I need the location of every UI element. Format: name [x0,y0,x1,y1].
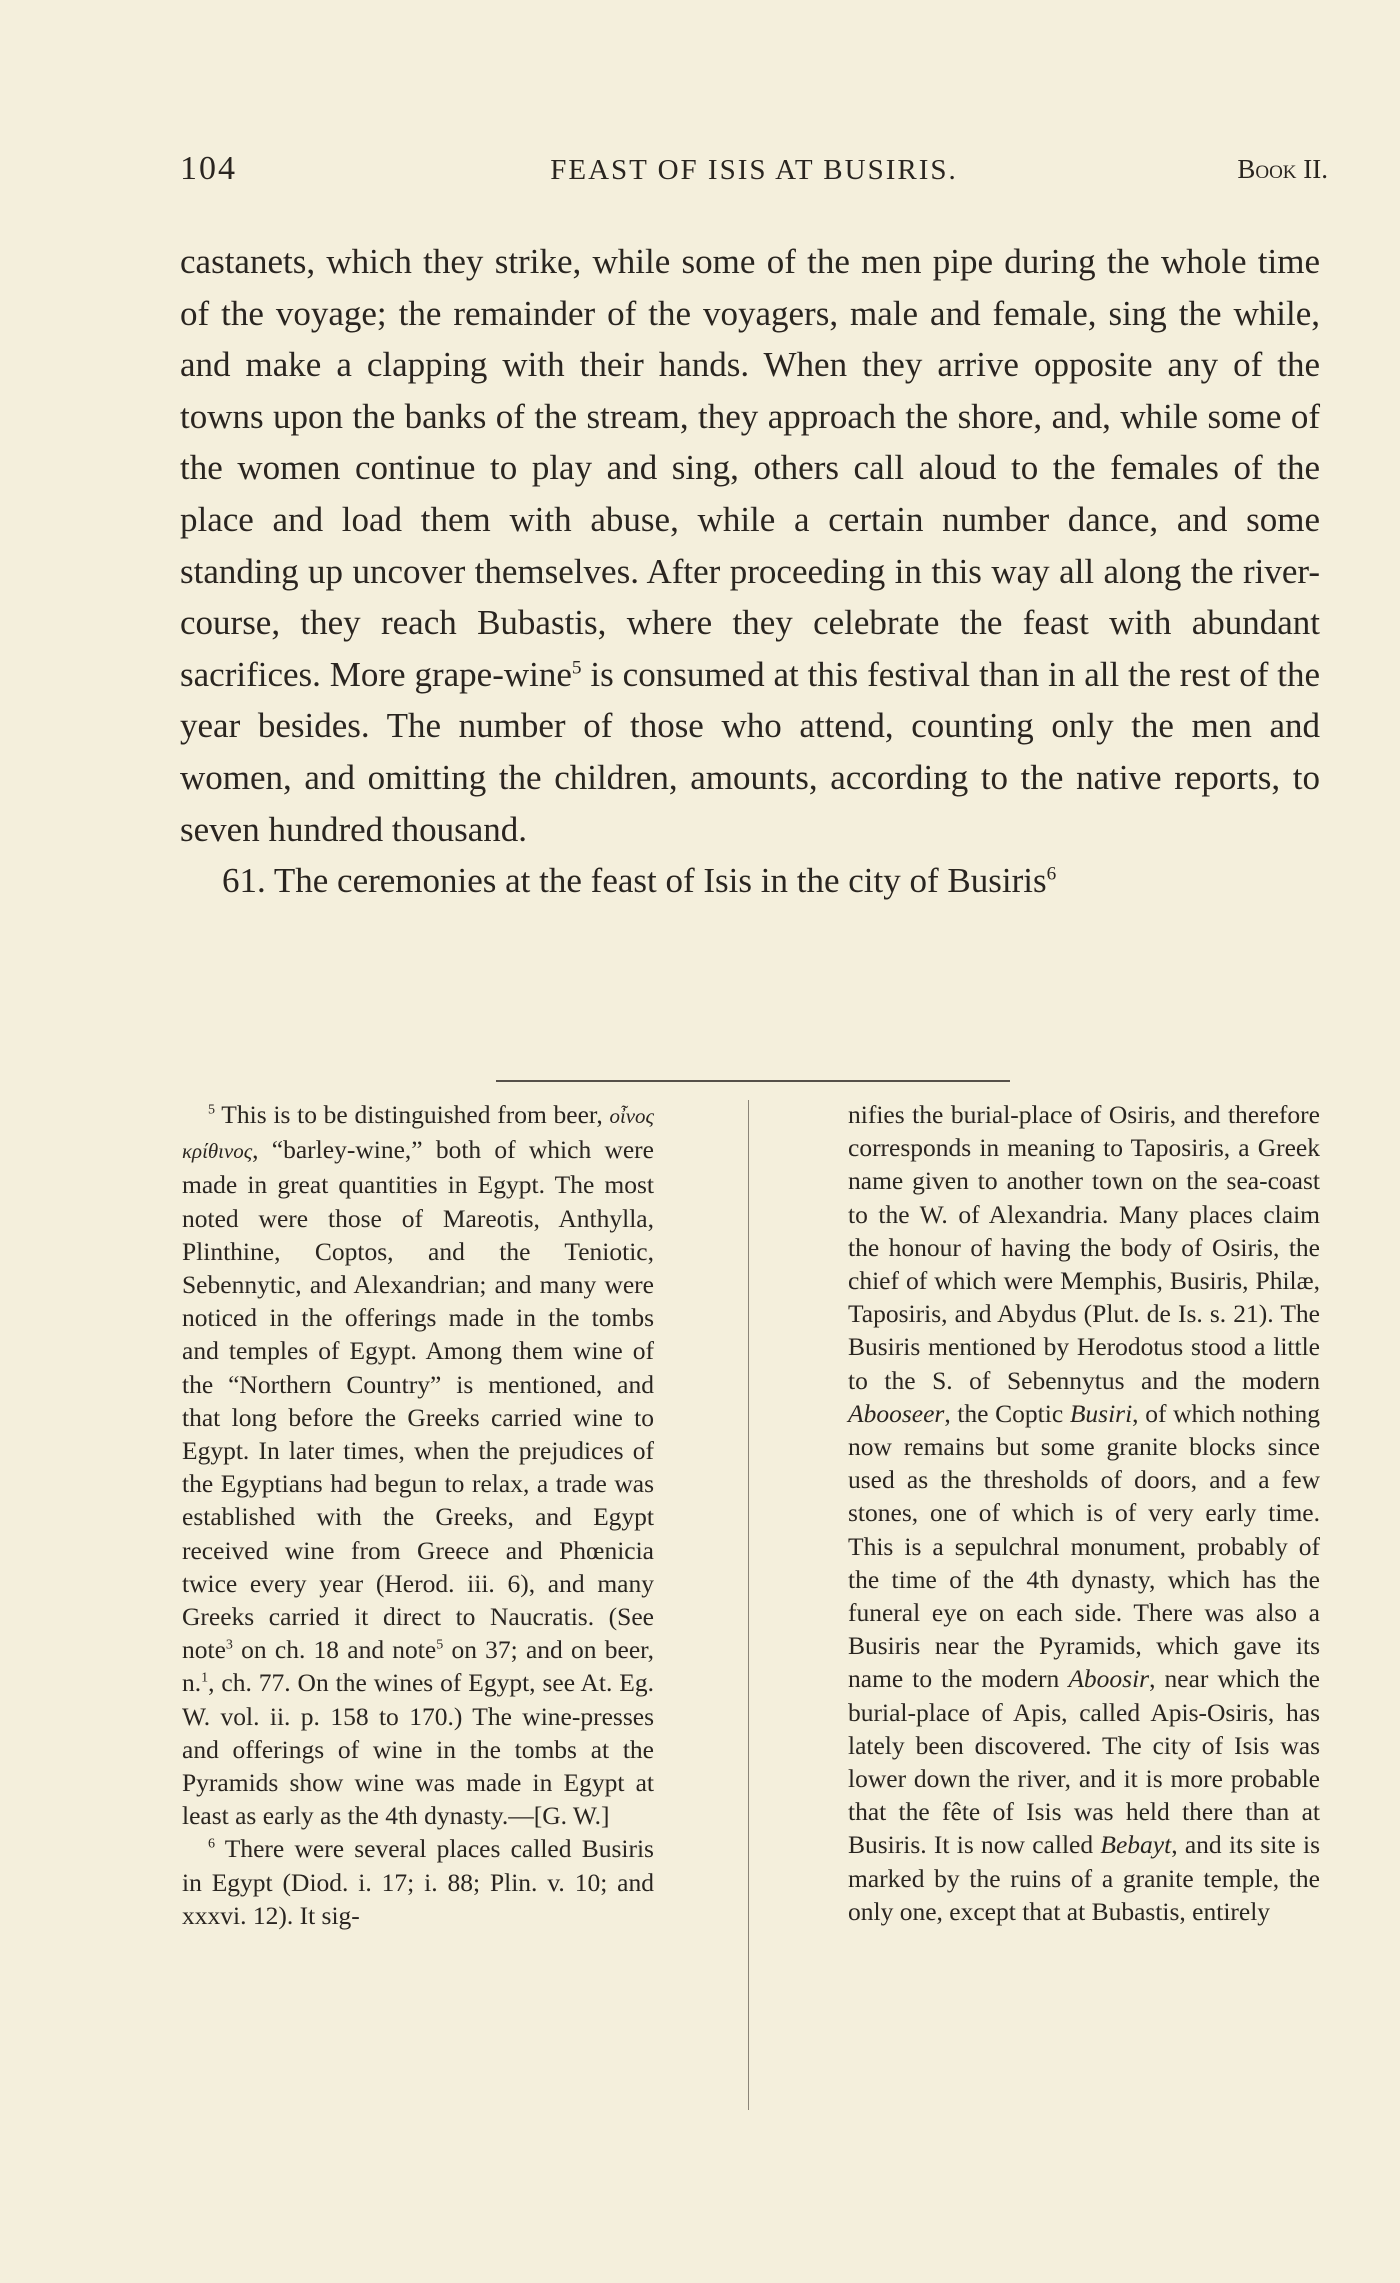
running-header [180,150,1328,198]
footnote-text: , near which the burial-place of Apis, called Apis-Osiris, has lately been discovered. The city of Isis was lower down the river, and it is more probable that the fête of Isis was held there than at Busiris. It is now called [848,1664,1320,1860]
italic-place-name: Aboosir [1068,1664,1150,1694]
footnote-6: $^6$ There were several places called Busiris in Egypt (Diod. i. 17; i. 88; Plin. v. 10; and xxxvi. 12). It sig- [182,1834,654,1930]
footnote-text: , and its site is marked by the ruins of a granite temple, the only one, except that at Bubastis, entirely [848,1830,1320,1926]
footnote-separator [496,1080,1010,1082]
footnote-ref-5: 5 [571,657,582,679]
footnote-text: nifies the burial-place of Osiris, and therefore corresponds in meaning to Taposiris, a Greek name given to another town on the sea-coast to the W. of Alexandria. Many places claim the honour of having the body of Osiris, the chief of which were Memphis, Busiris, Philæ, Taposiris, and Abydus (Plut. de Is. s. 21). The Busiris mentioned by Herodotus stood a little to the S. of Sebennytus and the modern [848,1100,1320,1395]
footnote-6-continued [848,1098,1320,1928]
running-title: FEAST OF ISIS AT BUSIRIS. [550,154,958,186]
main-text [180,236,1320,907]
book-label: Book II. [1237,154,1328,184]
paragraph-60-continued: castanets, which they strike, while some of the men pipe during the whole time of the voyage; the remainder of the voyagers, male and female, sing the while, and make a clapping with their hands. When they arrive opposite any of the towns upon the banks of the stream, they approach the shore, and, while some of the women continue to play and sing, others call aloud to the females of the place and load them with abuse, while a certain number dance, and some standing up uncover themselves. After proceeding in this way all along the river-course, they reach Bubastis, where they celebrate the feast with abundant sacrifices. More grape-wine$^5$ is consumed at this festival than in all the rest of the year besides. The number of those who attend, counting only the men and women, and omitting the children, amounts, according to the native reports, to seven hundred thousand. [180,242,1320,849]
italic-place-name: Bebayt [1100,1830,1172,1860]
paragraph-61: 61. The ceremonies at the feast of Isis in the city of Busiris$^6$ [222,861,1057,901]
footnote-ref-6: 6 [1046,863,1057,885]
greek-phrase: οἶνος κρίθινος [182,1104,654,1164]
italic-place-name: Abooseer [848,1398,945,1428]
italic-place-name: Busiri [1069,1398,1133,1428]
column-divider [748,1100,749,2110]
footnote-text: , the Coptic [944,1398,1070,1428]
footnote-5: $^5$ This is to be distinguished from beer, οἶνος κρίθινος, “barley-wine,” both of which were made in great quantities in Egypt. The most noted were those of Mareotis, Anthylla, Plinthine, Coptos, and the Teniotic, Sebennytic, and Alexandrian; and many were noticed in the offerings made in the tombs and temples of Egypt. Among them wine of the “Northern Country” is mentioned, and that long before the Greeks carried wine to Egypt. In later times, when the prejudices of the Egyptians had begun to relax, a trade was established with the Greeks, and Egypt received wine from Greece and Phœnicia twice every year (Herod. iii. 6), and many Greeks carried it direct to Naucratis. (See note$^3$ on ch. 18 and note$^5$ on 37; and on beer, n.$^1$, ch. 77. On the wines of Egypt, see At. Eg. W. vol. ii. p. 158 to 170.) The wine-presses and offerings of wine in the tombs at the Pyramids show wine was made in Egypt at least as early as the 4th dynasty.—[G. W.] [182,1100,654,1831]
footnotes-left-column [182,1098,654,1932]
footnotes-right-column [848,1098,1320,1928]
footnote-text: , of which nothing now remains but some granite blocks since used as the thresholds of doors, and a few stones, one of which is of very early time. This is a sepulchral monument, probably of the time of the 4th dynasty, which has the funeral eye on each side. There was also a Busiris near the Pyramids, which gave its name to the modern [848,1398,1321,1694]
page-number: 104 [180,150,237,187]
